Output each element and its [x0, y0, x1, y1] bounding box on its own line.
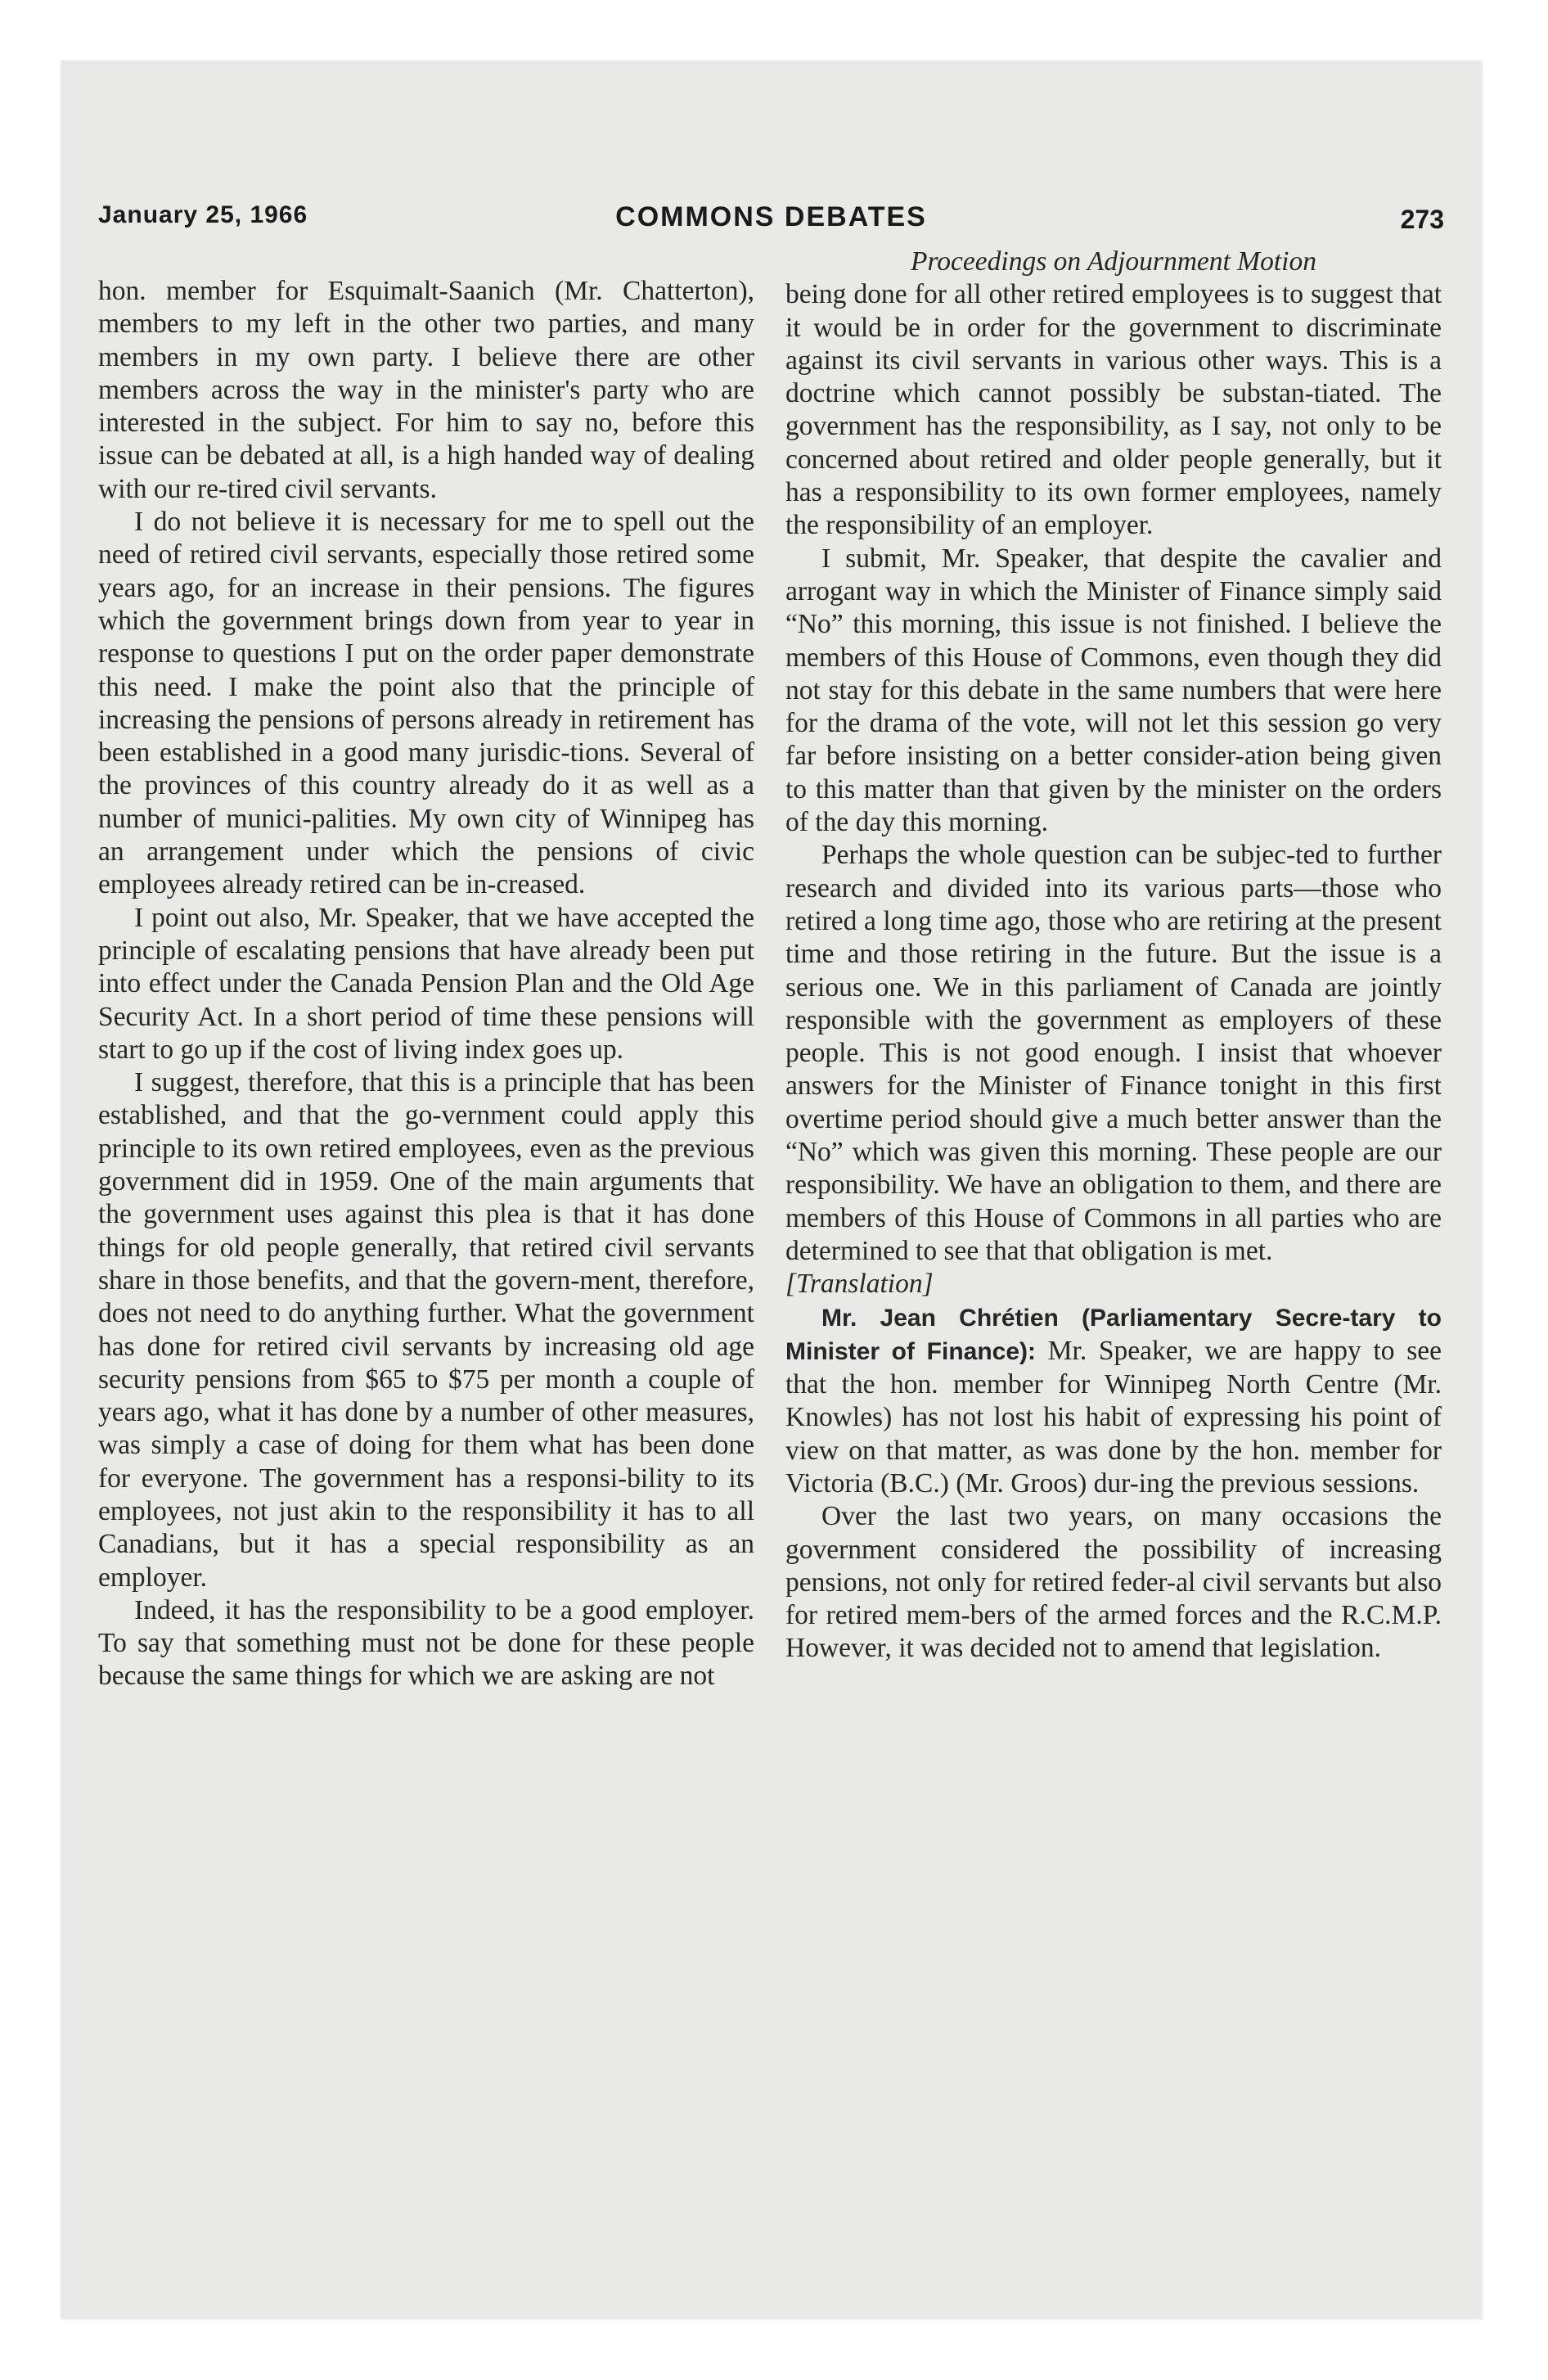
- header-date: January 25, 1966: [98, 201, 308, 228]
- paragraph: being done for all other retired employees is to suggest that it would be in order for the government to discriminate against its civil servants in various other ways. This is a doctrine which cannot possibly be substan-tiated. The government has the responsibility, as I say, not only to be concerned about retired and older people generally, but it has a responsibility to its own former employees, namely the responsibility of an employer.: [785, 279, 1442, 541]
- header-title: COMMONS DEBATES: [615, 201, 927, 232]
- paragraph: I do not believe it is necessary for me to spell out the need of retired civil servants, especially those retired some years ago, for an increase in their pensions. The figures which the government brings down from year to year in response to questions I put on the order paper demonstrate this need. I make the point also that the principle of increasing the pensions of persons already in retirement has been established in a good many jurisdic-tions. Several of the provinces of this country already do it as well as a number of munici-palities. My own city of Winnipeg has an arrangement under which the pensions of civic employees already retired can be in-creased.: [98, 507, 754, 900]
- right-column: [785, 246, 1442, 1666]
- speaker-name: Mr. Jean Chrétien (Parliamentary Secre-tary to Minister of Finance):: [785, 1304, 1442, 1365]
- paragraph: I suggest, therefore, that this is a principle that has been established, and that the go-vernment could apply this principle to its own retired employees, even as the previous government did in 1959. One of the main arguments that the government uses against this plea is that it has done things for old people generally, that retired civil servants share in those benefits, and that the govern-ment, therefore, does not need to do anything further. What the government has done for retired civil servants by increasing old age security pensions from $65 to $75 per month a couple of years ago, what it has done by a number of other measures, was simply a case of doing for them what has been done for everyone. The government has a responsi-bility to its employees, not just akin to the responsibility it has to all Canadians, but it has a special responsibility as an employer.: [98, 1067, 754, 1593]
- paragraph: Over the last two years, on many occasions the government considered the possibility of increasing pensions, not only for retired feder-al civil servants but also for retired mem-bers of the armed forces and the R.C.M.P. However, it was decided not to amend that legislation.: [785, 1501, 1442, 1664]
- translation-note: [Translation]: [785, 1269, 934, 1300]
- paragraph: hon. member for Esquimalt-Saanich (Mr. Chatterton), members to my left in the other two parties, and many members in my own party. I believe there are other members across the way in the minister's party who are interested in the subject. For him to say no, before this issue can be debated at all, is a high handed way of dealing with our re-tired civil servants.: [98, 276, 754, 504]
- speaker-paragraph: [785, 1301, 1442, 1501]
- page-number: 273: [1400, 205, 1444, 234]
- running-head: Proceedings on Adjournment Motion: [911, 246, 1316, 277]
- page-header: [98, 201, 1444, 241]
- paragraph: Perhaps the whole question can be subjec-ted to further research and divided into its various parts—those who retired a long time ago, those who are retiring at the present time and those retiring in the future. But the issue is a serious one. We in this parliament of Canada are jointly responsible with the government as employers of these people. This is not good enough. I insist that whoever answers for the Minister of Finance tonight in this first overtime period should give a much better answer than the “No” which was given this morning. These people are our responsibility. We have an obligation to them, and there are members of this House of Commons in all parties who are determined to see that that obligation is met.: [785, 840, 1442, 1266]
- paragraph: Indeed, it has the responsibility to be a good employer. To say that something must not be done for these people because the same things for which we are asking are not: [98, 1594, 754, 1692]
- speaker-text: Mr. Speaker, we are happy to see that the hon. member for Winnipeg North Centre (Mr. Knowles) has not lost his habit of expressing his point of view on that matter, as was done by the hon. member for Victoria (B.C.) (Mr. Groos) dur-ing the previous sessions.: [785, 1335, 1442, 1499]
- paragraph: I submit, Mr. Speaker, that despite the cavalier and arrogant way in which the Minister of Finance simply said “No” this morning, this issue is not finished. I believe the members of this House of Commons, even though they did not stay for this debate in the same numbers that were here for the drama of the vote, will not let this session go very far before insisting on a better consider-ation being given to this matter than that given by the minister on the orders of the day this morning.: [785, 543, 1442, 838]
- left-column: [98, 275, 754, 1693]
- paragraph: I point out also, Mr. Speaker, that we have accepted the principle of escalating pensions that have already been put into effect under the Canada Pension Plan and the Old Age Security Act. In a short period of time these pensions will start to go up if the cost of living index goes up.: [98, 902, 754, 1065]
